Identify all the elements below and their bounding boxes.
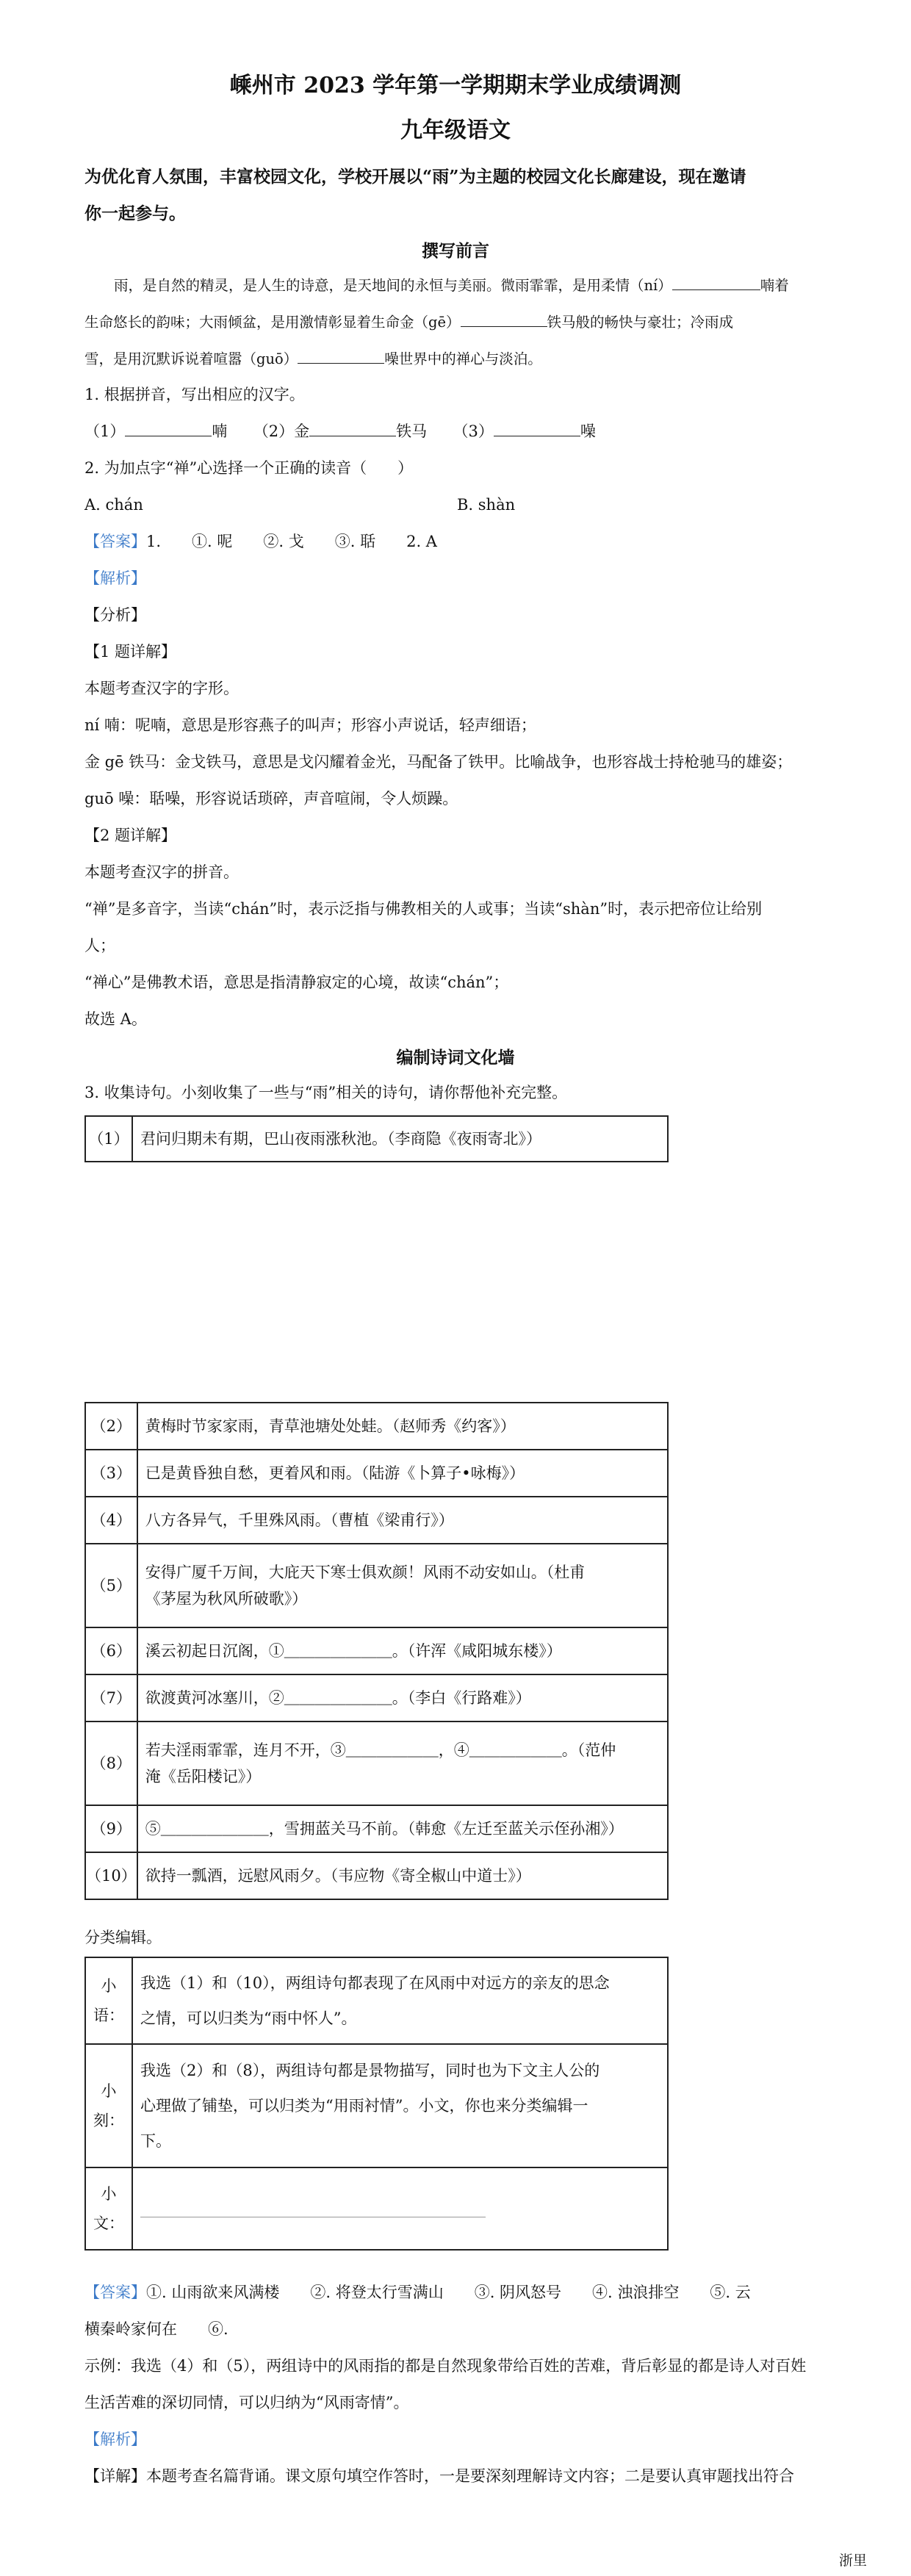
row-text[interactable]: 溪云初起日沉阁，①＿＿＿＿＿＿＿。（许浑《咸阳城东楼》）	[137, 1627, 668, 1674]
row-number: （7）	[85, 1674, 137, 1721]
detail-1-line-4: guō 噪：聒噪，形容说话琐碎，声音喧闹，令人烦躁。	[84, 790, 458, 807]
detail-line: 【详解】本题考查名篇背诵。课文原句填空作答时，一是要深刻理解诗文内容；二是要认真审题找出符合	[84, 2467, 794, 2485]
detail-2-line-1: 本题考查汉字的拼音。	[84, 863, 239, 881]
section-heading-poetry-wall: 编制诗词文化墙	[396, 1048, 515, 1068]
option-b[interactable]: B. shàn	[457, 496, 516, 514]
row-number: （4）	[85, 1497, 137, 1544]
detail-1-line-1: 本题考查汉字的字形。	[84, 680, 239, 697]
detail-2-line-5: 故选 A。	[84, 1010, 147, 1028]
table-row	[85, 1957, 668, 2044]
preface-line-1: 雨，是自然的精灵，是人生的诗意，是天地间的永恒与美丽。微雨霏霏，是用柔情（ní） 喃着	[114, 275, 789, 297]
row-number: （8）	[85, 1721, 137, 1805]
section-heading-preface: 撰写前言	[422, 241, 489, 261]
question-2: 2. 为加点字“禅”心选择一个正确的读音（ ）	[84, 459, 414, 477]
speaker-text: 我选（2）和（8），两组诗句都是景物描写，同时也为下文主人公的 心理做了铺垫，可以归类为“用雨衬情”。小文，你也来分类编辑一 下。	[132, 2044, 668, 2167]
row-text: 黄梅时节家家雨，青草池塘处处蛙。（赵师秀《约客》）	[137, 1403, 668, 1450]
classify-table	[84, 1957, 669, 2251]
answer-blank[interactable]	[461, 312, 547, 327]
detail-heading-1: 【1 题详解】	[84, 643, 177, 661]
exam-title: 嵊州市 2023 学年第一学期期末学业成绩调测	[229, 73, 682, 98]
table-row	[85, 1852, 668, 1899]
intro-line-1: 为优化育人氛围，丰富校园文化，学校开展以“雨”为主题的校园文化长廊建设，现在邀请	[84, 167, 746, 187]
detail-2-line-2: “禅”是多音字，当读“chán”时，表示泛指与佛教相关的人或事；当读“shàn”时，表示把帝位让给别	[84, 900, 763, 918]
answer-label: 【答案】	[84, 533, 146, 550]
question-1-items: （1） 喃 （2）金 铁马 （3） 噪	[84, 422, 596, 440]
poem-table-top	[84, 1115, 669, 1162]
row-number: （2）	[85, 1403, 137, 1450]
detail-1-line-2: ní 喃：呢喃，意思是形容燕子的叫声；形容小声说话，轻声细语；	[84, 716, 536, 734]
table-row	[85, 2167, 668, 2250]
intro-line-2: 你一起参与。	[84, 204, 186, 223]
row-text: 君问归期未有期，巴山夜雨涨秋池。（李商隐《夜雨寄北》）	[132, 1116, 668, 1162]
answer-label: 【答案】	[84, 2284, 146, 2301]
answer-blank[interactable]	[494, 421, 580, 436]
table-row	[85, 1721, 668, 1805]
answer-blank[interactable]	[309, 421, 396, 436]
table-row	[85, 1403, 668, 1450]
exam-subtitle: 九年级语文	[400, 118, 511, 143]
row-text: 八方各异气，千里殊风雨。（曹植《梁甫行》）	[137, 1497, 668, 1544]
speaker-text: 我选（1）和（10），两组诗句都表现了在风雨中对远方的亲友的思念 之情，可以归类为“雨中怀人”。	[132, 1957, 668, 2044]
table-row	[85, 1805, 668, 1852]
row-number: （5）	[85, 1544, 137, 1627]
answer-line-2b: 横秦岭家何在 ⑥.	[84, 2320, 228, 2338]
row-text[interactable]: ⑤＿＿＿＿＿＿＿，雪拥蓝关马不前。（韩愈《左迁至蓝关示侄孙湘》）	[137, 1805, 668, 1852]
answer-blank[interactable]	[298, 348, 384, 364]
table-row	[85, 1450, 668, 1497]
row-text: 欲持一瓢酒，远慰风雨夕。（韦应物《寄全椒山中道士》）	[137, 1852, 668, 1899]
table-row	[85, 1674, 668, 1721]
detail-2-line-4: “禅心”是佛教术语，意思是指清静寂定的心境，故读“chán”；	[84, 974, 509, 991]
speaker-name: 小 语：	[85, 1957, 132, 2044]
row-number: （10）	[85, 1852, 137, 1899]
table-row	[85, 1544, 668, 1627]
preface-line-2: 生命悠长的韵味；大雨倾盆，是用激情彰显着生命金（gē） 铁马般的畅快与豪壮；冷雨成	[84, 312, 733, 334]
table-row	[85, 1627, 668, 1674]
poem-table	[84, 1402, 669, 1900]
example-line-1: 示例：我选（4）和（5），两组诗中的风雨指的都是自然现象带给百姓的苦难，背后彰显的都是诗人对百姓	[84, 2357, 807, 2375]
answer-line-2: 【答案】①. 山雨欲来风满楼 ②. 将登太行雪满山 ③. 阴风怒号 ④. 浊浪排空 ⑤. 云	[84, 2284, 751, 2301]
option-a[interactable]: A. chán	[84, 496, 143, 514]
row-text[interactable]: 若夫淫雨霏霏，连月不开，③＿＿＿＿＿＿，④＿＿＿＿＿＿。（范仲 淹《岳阳楼记》）	[137, 1721, 668, 1805]
speaker-name: 小 文：	[85, 2167, 132, 2250]
row-number: （1）	[85, 1116, 132, 1162]
classify-label: 分类编辑。	[84, 1929, 162, 1946]
detail-1-line-3: 金 gē 铁马：金戈铁马，意思是戈闪耀着金光，马配备了铁甲。比喻战争，也形容战士持枪驰马的雄姿；	[84, 753, 793, 771]
analysis-subheading: 【分析】	[84, 606, 146, 624]
detail-2-line-3: 人；	[84, 937, 115, 954]
analysis-label: 【解析】	[84, 569, 146, 587]
row-number: （3）	[85, 1450, 137, 1497]
speaker-name: 小 刻：	[85, 2044, 132, 2167]
question-1: 1. 根据拼音，写出相应的汉字。	[84, 386, 305, 403]
table-row	[85, 1497, 668, 1544]
analysis-label-2: 【解析】	[84, 2431, 146, 2448]
preface-line-3: 雪，是用沉默诉说着喧嚣（guō） 噪世界中的禅心与淡泊。	[84, 348, 542, 370]
answer-line: 【答案】1. ①. 呢 ②. 戈 ③. 聒 2. A	[84, 533, 437, 550]
table-row	[85, 1116, 668, 1162]
speaker-text-input[interactable]	[132, 2167, 668, 2250]
answer-blank[interactable]	[125, 421, 212, 436]
row-number: （9）	[85, 1805, 137, 1852]
example-line-2: 生活苦难的深切同情，可以归纳为“风雨寄情”。	[84, 2394, 409, 2411]
footer-mark: 浙里	[838, 2552, 867, 2569]
row-text[interactable]: 欲渡黄河冰塞川，②＿＿＿＿＿＿＿。（李白《行路难》）	[137, 1674, 668, 1721]
detail-heading-2: 【2 题详解】	[84, 827, 177, 844]
row-text: 已是黄昏独自愁，更着风和雨。（陆游《卜算子•咏梅》）	[137, 1450, 668, 1497]
table-row	[85, 2044, 668, 2167]
row-number: （6）	[85, 1627, 137, 1674]
answer-blank[interactable]	[672, 275, 760, 290]
question-3: 3. 收集诗句。小刻收集了一些与“雨”相关的诗句，请你帮他补充完整。	[84, 1084, 568, 1101]
row-text: 安得广厦千万间，大庇天下寒士俱欢颜！风雨不动安如山。（杜甫 《茅屋为秋风所破歌》）	[137, 1544, 668, 1627]
